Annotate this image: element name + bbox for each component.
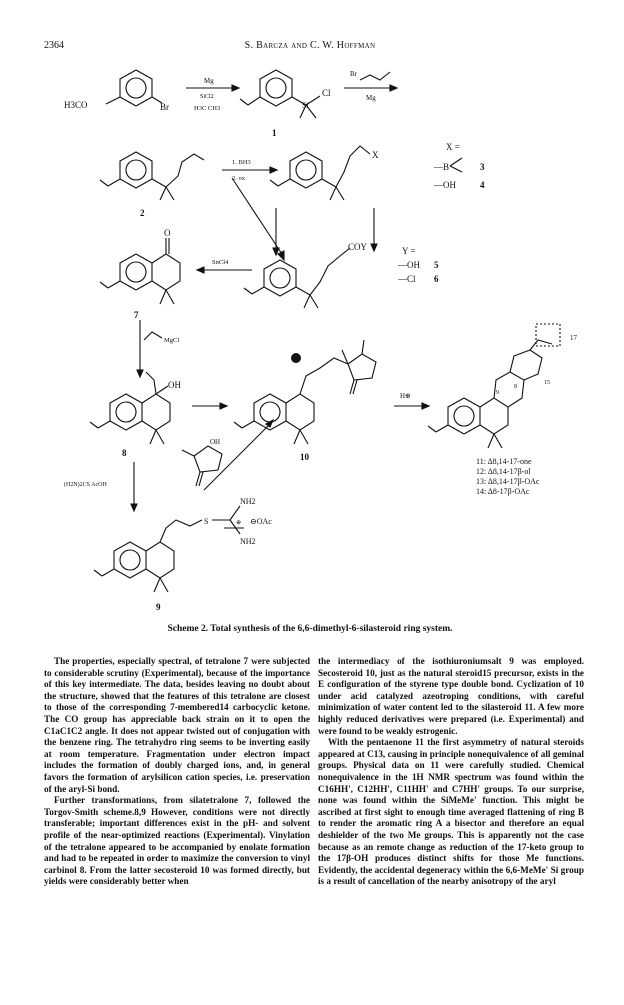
y-option-hydroxy: —OH bbox=[398, 260, 420, 270]
y-definition: Y = bbox=[402, 246, 416, 256]
benzene-ring-8 bbox=[110, 394, 142, 430]
reaction-scheme bbox=[44, 58, 584, 618]
nh2-top: NH2 bbox=[240, 497, 256, 506]
bromo-label: Br bbox=[160, 102, 169, 112]
plus-label: ⊕ bbox=[236, 520, 242, 526]
acid-label: H⊕ bbox=[400, 392, 411, 400]
arrow1-bottom-label: H3C CH3 bbox=[194, 105, 221, 112]
paragraph: Further transformations, from silatetralone 7, followed the Torgov-Smith scheme.8,9 However, conditions were not directly transferable; important differences exist in the pH- and solvent profile of the near-optimized reactions (Experimental). Vinylation of the tetralone appeared to be accompanied by enolate formation and had to be repeated in order to maximize the conversion to vinyl carbinol 8. From the latter secosteroid 10 was formed directly, but yields were considerably better when bbox=[44, 795, 310, 887]
paragraph: The properties, especially spectral, of tetralone 7 were subjected to considerable scrutiny (Experimental), because of the importance of this key intermediate. The data, besides leaving no doubt about the structure, showed that the features of this tetralone are closest to those of the corresponding 7-membered14 carbocyclic ketone. The CO group has appreciable back strain on it to open the C1aC1C2 angle. It does not appear twisted out of conjugation with the benzene ring. The tetrahydro ring seems to be inverting easily at room temperature. Fragmentation under electron impact includes the formation of doubly charged ions, and, in general favors the formation of arylsilicon cation species, i.e. preservation of the aryl-Si bond. bbox=[44, 656, 310, 794]
scheme-caption: Scheme 2. Total synthesis of the 6,6-dimethyl-6-silasteroid ring system. bbox=[167, 624, 453, 634]
benzene-ring-1a bbox=[120, 70, 152, 106]
page-number: 2364 bbox=[44, 40, 64, 51]
diketone-oh: OH bbox=[210, 438, 221, 446]
vinyl-reagent-label: MgCl bbox=[164, 337, 180, 344]
benzene-ring-7 bbox=[120, 254, 152, 290]
arrow2-bottom-label: Mg bbox=[366, 94, 376, 102]
benzene-ring-2 bbox=[120, 152, 152, 188]
position-label-9: 9 bbox=[496, 390, 499, 396]
compound-label-1: 1 bbox=[272, 128, 277, 138]
running-authors: S. Barcza and C. W. Hoffman bbox=[244, 40, 376, 51]
x-definition: X = bbox=[446, 142, 460, 152]
methoxy-label: H3CO bbox=[64, 100, 88, 110]
product-13: 13: Δ8,14-17β-OAc bbox=[476, 477, 540, 486]
reaction-arrow-12 bbox=[204, 424, 270, 490]
cyclopentanedione bbox=[348, 354, 376, 380]
reaction-arrow-4 bbox=[232, 178, 282, 254]
position-label-8: 8 bbox=[514, 384, 517, 390]
y-option-chloro: —Cl bbox=[398, 274, 416, 284]
arrow1-mid-label: SiCl2 bbox=[200, 94, 214, 100]
product-11: 11: Δ8,14-17-one bbox=[476, 457, 532, 466]
body-column-right bbox=[318, 656, 584, 888]
compound-label-9: 9 bbox=[156, 602, 161, 612]
compound-label-2: 2 bbox=[140, 208, 145, 218]
paragraph: With the pentaenone 11 the first asymmetry of natural steroids appeared at C13, causing in principle nonequivalence of all geminal groups. Physical data on 11 were carefully studied. Chemical nonequivalence in the 1H NMR spectrum was found within the C16HH', C12HH', C11HH' and C7HH' groups. To our surprise, none was found within the SiMeMe' function. This might be ascribed at first sight to enough time averaged flattening of ring B to render the aromatic ring A a bisector and therefore an equal deshielder of the two Me groups. This is apparently not the case because as an remote change as reduction of the 17-keto group to the 17β-OH produces distinct shifts for those Me functions. Evidently, the accidental degeneracy within the 6,6-MeMe' Si group is a result of cancellation of the nearby anisotropy of the aryl bbox=[318, 737, 584, 887]
page-header bbox=[44, 40, 576, 54]
paragraph: the intermediacy of the isothiuroniumsalt 9 was employed. Secosteroid 10, just as the natural steroid15 precursor, exists in the E configuration of the styrene type double bond. Cyclization of 10 under acid catalyzed azeotroping conditions, with careful minimization of water content led to the silasteroid 11. A few more highly reduced derivatives were prepared (i.e. Experimental) and were found to be weakly estrogenic. bbox=[318, 656, 584, 736]
position-label-15: 15 bbox=[544, 380, 550, 386]
benzene-ring-5 bbox=[264, 260, 296, 296]
x-option-boron-num: 3 bbox=[480, 162, 485, 172]
compound-label-7: 7 bbox=[134, 310, 139, 320]
sulfur-label: S bbox=[204, 517, 209, 526]
benzene-ring-3 bbox=[290, 152, 322, 188]
ring-label-17: 17 bbox=[570, 334, 577, 342]
chloro-label: Cl bbox=[322, 88, 331, 98]
y-option-chloro-num: 6 bbox=[434, 274, 439, 284]
benzene-ring-11 bbox=[448, 398, 480, 434]
x-substituent: X bbox=[372, 150, 379, 160]
bh3-label: 1. BH3 bbox=[232, 159, 251, 166]
product-12: 12: Δ8,14-17β-ol bbox=[476, 467, 531, 476]
thiourea-label: (H2N)2CS AcOH bbox=[64, 482, 107, 488]
carbonyl-o: O bbox=[164, 228, 171, 238]
y-option-hydroxy-num: 5 bbox=[434, 260, 439, 270]
dot-marker bbox=[291, 353, 301, 363]
compound-label-10: 10 bbox=[300, 452, 309, 462]
benzene-ring-9 bbox=[114, 542, 146, 578]
ox-label: 2. ox bbox=[232, 175, 245, 182]
coy-label: COY bbox=[348, 242, 368, 252]
product-14: 14: Δ8-17β-OAc bbox=[476, 487, 530, 496]
x-option-boron: —B bbox=[434, 162, 450, 172]
methylcyclopentanedione bbox=[194, 446, 222, 472]
si-label-1: Si bbox=[302, 101, 309, 110]
benzene-ring-1b bbox=[260, 70, 292, 106]
body-column-left bbox=[44, 656, 310, 888]
arrow2-top-label: Br bbox=[350, 70, 357, 78]
compound-label-8: 8 bbox=[122, 448, 127, 458]
acetate-label: ⊖OAc bbox=[250, 517, 272, 526]
hydroxy-8: OH bbox=[168, 380, 181, 390]
nh2-bottom: NH2 bbox=[240, 537, 256, 546]
x-option-hydroxy: —OH bbox=[434, 180, 456, 190]
x-option-hydroxy-num: 4 bbox=[480, 180, 485, 190]
sncl4-label: SnCl4 bbox=[212, 259, 229, 266]
arrow1-top-label: Mg bbox=[204, 77, 214, 85]
